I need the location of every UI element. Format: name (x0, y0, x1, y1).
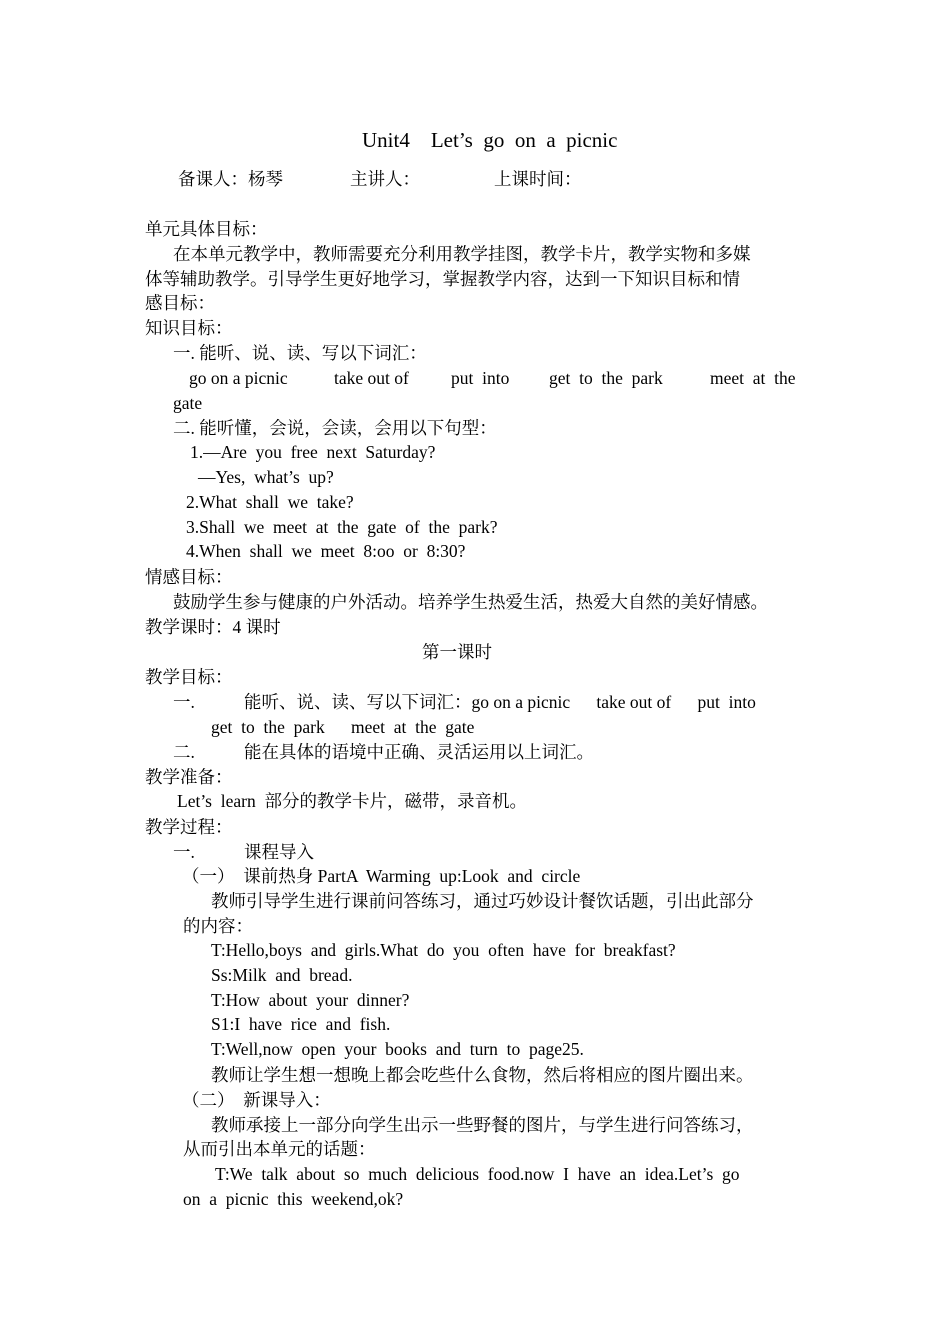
vocab-item: go on a picnic (189, 368, 288, 388)
process-heading: 教学过程： (145, 817, 233, 837)
unit-goals-text: 体等辅助教学。引导学生更好地学习，掌握教学内容，达到一下知识目标和情 (145, 269, 740, 289)
lesson-goal-item: 能在具体的语境中正确、灵活运用以上词汇。 (244, 742, 594, 762)
emotion-text: 鼓励学生参与健康的户外活动。培养学生热爱生活，热爱大自然的美好情感。 (173, 592, 768, 612)
knowledge-heading: 知识目标： (145, 318, 233, 338)
process-text: 教师让学生想一想晚上都会吃些什么食物，然后将相应的图片圈出来。 (211, 1065, 754, 1085)
lesson-title: 第一课时 (422, 642, 492, 662)
prep-text: Let’s learn 部分的教学卡片，磁带，录音机。 (177, 791, 527, 811)
vocab-item: put into (451, 368, 510, 388)
knowledge-item: 二. 能听懂，会说，会读，会用以下句型： (173, 418, 497, 438)
process-text: 的内容： (183, 916, 253, 936)
dialogue-line: S1:I have rice and fish. (211, 1014, 391, 1034)
knowledge-item: 一. 能听、说、读、写以下词汇： (173, 343, 427, 363)
list-number: 一. (173, 692, 195, 712)
sentence-item: 4.When shall we meet 8:oo or 8:30? (186, 541, 466, 561)
sentence-item: —Yes, what’s up? (198, 467, 334, 487)
dialogue-line: T:Well,now open your books and turn to page25. (211, 1039, 584, 1059)
process-step: 课程导入 (244, 842, 314, 862)
teaching-hours: 教学课时：4 课时 (145, 617, 281, 637)
sentence-item: 2.What shall we take? (186, 492, 354, 512)
unit-goals-text: 感目标： (145, 293, 215, 313)
preparer: 备课人：杨琴 (178, 169, 283, 189)
list-number: 二. (173, 742, 195, 762)
process-text: 教师承接上一部分向学生出示一些野餐的图片，与学生进行问答练习， (211, 1115, 754, 1135)
vocab-item: take out of (334, 368, 409, 388)
lecturer: 主讲人： (350, 169, 420, 189)
process-substep: （二） 新课导入： (182, 1090, 331, 1110)
dialogue-line: T:We talk about so much delicious food.now I have an idea.Let’s go (215, 1164, 740, 1184)
prep-heading: 教学准备： (145, 767, 233, 787)
vocab-item: gate (173, 393, 203, 413)
page-title: Unit4 Let’s go on a picnic (362, 128, 618, 152)
lesson-goal-item: get to the park meet at the gate (211, 717, 475, 737)
dialogue-line: Ss:Milk and bread. (211, 965, 353, 985)
process-text: 从而引出本单元的话题： (183, 1139, 376, 1159)
unit-goals-heading: 单元具体目标： (145, 219, 268, 239)
sentence-item: 3.Shall we meet at the gate of the park? (186, 517, 498, 537)
dialogue-line: on a picnic this weekend,ok? (183, 1189, 404, 1209)
vocab-item: get to the park (549, 368, 663, 388)
unit-goals-text: 在本单元教学中，教师需要充分利用教学挂图，教学卡片，教学实物和多媒 (173, 244, 751, 264)
vocab-item: meet at the (710, 368, 796, 388)
dialogue-line: T:Hello,boys and girls.What do you often have for breakfast? (211, 940, 676, 960)
lesson-goals-heading: 教学目标： (145, 667, 233, 687)
sentence-item: 1.—Are you free next Saturday? (190, 442, 436, 462)
lesson-goal-item: 能听、说、读、写以下词汇：go on a picnic take out of put into (244, 692, 756, 712)
emotion-heading: 情感目标： (145, 567, 233, 587)
process-text: 教师引导学生进行课前问答练习，通过巧妙设计餐饮话题，引出此部分 (211, 891, 754, 911)
list-number: 一. (173, 842, 195, 862)
dialogue-line: T:How about your dinner? (211, 990, 410, 1010)
class-time: 上课时间： (494, 169, 582, 189)
process-substep: （一） 课前热身 PartA Warming up:Look and circle (182, 866, 581, 886)
